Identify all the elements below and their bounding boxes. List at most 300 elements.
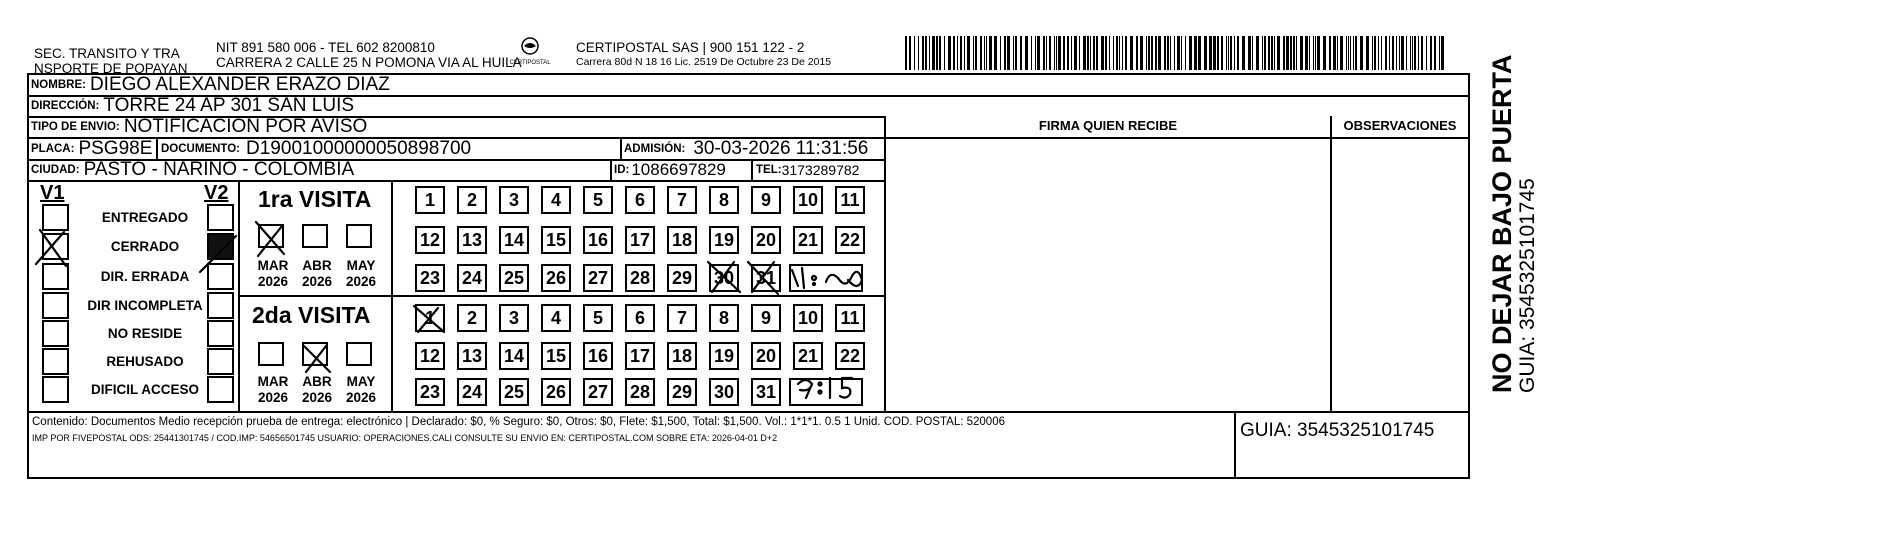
visit1-day-box[interactable]: 23 xyxy=(415,264,445,292)
barcode-bar xyxy=(1228,36,1229,70)
barcode-bar xyxy=(1209,36,1212,70)
visit2-day-box[interactable]: 30 xyxy=(709,378,739,406)
barcode-bar xyxy=(1035,36,1036,70)
barcode-bar xyxy=(1109,36,1110,70)
barcode-bar xyxy=(1421,36,1423,70)
barcode-bar xyxy=(1087,36,1089,70)
barcode-bar xyxy=(1262,36,1263,70)
visit1-month-checkbox[interactable] xyxy=(346,224,372,248)
v1-checkbox[interactable] xyxy=(42,292,69,319)
status-label: ENTREGADO xyxy=(101,210,189,225)
tipo-row xyxy=(31,117,367,137)
barcode-bar xyxy=(1290,36,1292,70)
footer-guia: GUIA: 3545325101745 xyxy=(1240,420,1435,441)
placa-value: PSG98E xyxy=(78,137,153,159)
visit2-day-box[interactable]: 17 xyxy=(625,342,655,370)
barcode-bar xyxy=(973,36,974,70)
barcode-bar xyxy=(989,36,992,70)
visit1-day-box[interactable]: 6 xyxy=(625,186,655,214)
barcode-bar xyxy=(1346,36,1347,70)
visit2-day-box[interactable]: 10 xyxy=(793,304,823,332)
barcode-bar xyxy=(1283,36,1285,70)
barcode-bar xyxy=(1406,36,1407,70)
visit2-day-box[interactable]: 13 xyxy=(457,342,487,370)
barcode-bar xyxy=(1355,36,1357,70)
month-name: ABR xyxy=(302,258,332,273)
v2-checkbox[interactable] xyxy=(207,292,234,319)
barcode-bar xyxy=(1389,36,1390,70)
barcode-bar xyxy=(967,36,970,70)
visit2-day-box[interactable]: 29 xyxy=(667,378,697,406)
barcode-bar xyxy=(1113,36,1114,70)
barcode-bar xyxy=(1305,36,1308,70)
visit1-day-box[interactable]: 27 xyxy=(583,264,613,292)
barcode-bar xyxy=(1439,36,1440,70)
barcode-bar xyxy=(1271,36,1273,70)
barcode-bar xyxy=(1090,36,1091,70)
barcode-bar xyxy=(1226,36,1227,70)
barcode-bar xyxy=(1313,36,1314,70)
barcode-bar xyxy=(1164,36,1166,70)
barcode-bar xyxy=(1418,36,1419,70)
v2-checkbox[interactable] xyxy=(207,263,234,290)
barcode-bar xyxy=(1434,36,1436,70)
barcode-bar xyxy=(1378,36,1379,70)
visit2-day-box[interactable]: 7 xyxy=(667,304,697,332)
visit1-day-box[interactable]: 13 xyxy=(457,226,487,254)
month-name: MAR xyxy=(257,258,289,273)
barcode-bar xyxy=(1049,36,1051,70)
visit1-day-box[interactable]: 7 xyxy=(667,186,697,214)
visit1-day-box[interactable]: 18 xyxy=(667,226,697,254)
status-label: DIFICIL ACCESO xyxy=(90,382,199,397)
placa-label: PLACA: xyxy=(31,142,75,155)
visit1-month-checkbox[interactable] xyxy=(302,224,328,248)
barcode-bar xyxy=(1146,36,1147,70)
visit2-month-label xyxy=(338,374,384,406)
barcode-bar xyxy=(914,36,915,70)
barcode-bar xyxy=(1004,36,1006,70)
visit2-day-box[interactable]: 9 xyxy=(751,304,781,332)
visit2-day-box[interactable]: 1 xyxy=(415,304,445,332)
barcode-bar xyxy=(960,36,962,70)
barcode-bar xyxy=(1056,36,1057,70)
visit1-day-box[interactable]: 4 xyxy=(541,186,571,214)
barcode-bar xyxy=(1396,36,1397,70)
barcode-bar xyxy=(1116,36,1118,70)
v1-header: V1 xyxy=(40,182,65,204)
barcode-bar xyxy=(1274,36,1275,70)
visit2-day-box[interactable]: 16 xyxy=(583,342,613,370)
barcode-bar xyxy=(1174,36,1175,70)
tel-row xyxy=(756,160,859,180)
visit2-day-box[interactable]: 22 xyxy=(835,342,865,370)
sender-line2: NSPORTE DE POPAYAN xyxy=(34,61,188,76)
side-warning xyxy=(1488,54,1539,393)
barcode-bar xyxy=(1122,36,1123,70)
sender-info xyxy=(216,40,522,70)
status-label: CERRADO xyxy=(110,239,180,254)
barcode-bar xyxy=(948,36,951,70)
visit2-day-box[interactable]: 12 xyxy=(415,342,445,370)
barcode-bar xyxy=(1329,36,1331,70)
barcode-bar xyxy=(1242,36,1245,70)
barcode-bar xyxy=(1020,36,1022,70)
barcode-bar xyxy=(1037,36,1040,70)
visit1-day-box[interactable]: 21 xyxy=(793,226,823,254)
id-row xyxy=(614,160,726,180)
barcode-bar xyxy=(957,36,958,70)
sender-address: CARRERA 2 CALLE 25 N POMONA VIA AL HUILA xyxy=(216,55,522,70)
barcode-bar xyxy=(1337,36,1338,70)
visit2-month-label xyxy=(294,374,340,406)
barcode-bar xyxy=(1234,36,1235,70)
footer-contenido: Contenido: Documentos Medio recepción prueba de entrega: electrónico | Declarado: $0, % Seguro: $0, Otros: $0, Flete: $1,500, Total: $1,500. Vol.: 1*1*1. 0.5 1 Unid. COD. POSTAL: 520006 xyxy=(32,416,1005,428)
visit1-time-box[interactable] xyxy=(789,264,863,292)
ciudad-value: PASTO - NARINO - COLOMBIA xyxy=(83,159,355,180)
barcode-bar xyxy=(1000,36,1001,70)
visit1-day-box[interactable]: 19 xyxy=(709,226,739,254)
barcode-bar xyxy=(1054,36,1055,70)
barcode-bar xyxy=(1025,36,1028,70)
barcode-bar xyxy=(1096,36,1098,70)
sender-nit: NIT 891 580 006 - TEL 602 8200810 xyxy=(216,40,435,55)
visit1-day-box[interactable]: 5 xyxy=(583,186,613,214)
observaciones-header: OBSERVACIONES xyxy=(1343,118,1457,133)
visit1-month-label xyxy=(250,258,296,290)
month-year: 2026 xyxy=(345,274,377,289)
barcode-bar xyxy=(1317,36,1320,70)
v1-checkbox[interactable] xyxy=(42,204,69,231)
visit1-day-box[interactable]: 31 xyxy=(751,264,781,292)
visit1-month-checkbox[interactable] xyxy=(258,224,284,248)
barcode-bar xyxy=(936,36,938,70)
barcode-bar xyxy=(1414,36,1416,70)
direccion-value: TORRE 24 AP 301 SAN LUIS xyxy=(103,95,355,116)
visit2-day-box[interactable]: 21 xyxy=(793,342,823,370)
visit2-day-box[interactable]: 2 xyxy=(457,304,487,332)
visit2-day-box[interactable]: 6 xyxy=(625,304,655,332)
barcode-bar xyxy=(932,36,935,70)
barcode-bar xyxy=(1079,36,1080,70)
barcode-bar xyxy=(1300,36,1303,70)
tipo-value: NOTIFICACION POR AVISO xyxy=(123,116,368,137)
barcode-bar xyxy=(1366,36,1369,70)
visit2-day-box[interactable]: 28 xyxy=(625,378,655,406)
barcode-bar xyxy=(1119,36,1120,70)
visit2-month-label xyxy=(250,374,296,406)
barcode-bar xyxy=(1392,36,1394,70)
barcode-bar xyxy=(953,36,955,70)
visit2-day-box[interactable]: 19 xyxy=(709,342,739,370)
tel-label: TEL: xyxy=(756,164,782,176)
barcode-bar xyxy=(1372,36,1373,70)
admision-row xyxy=(624,138,868,159)
barcode-bar xyxy=(994,36,997,70)
barcode-bar xyxy=(1043,36,1045,70)
visit1-day-box[interactable]: 11 xyxy=(835,186,865,214)
visit2-day-box[interactable]: 26 xyxy=(541,378,571,406)
ciudad-row xyxy=(31,160,354,180)
visit2-title: 2da VISITA xyxy=(252,302,371,328)
barcode-bar xyxy=(1046,36,1047,70)
barcode-bar xyxy=(1252,36,1253,70)
month-year: 2026 xyxy=(301,274,333,289)
barcode-bar xyxy=(1315,36,1316,70)
barcode-bar xyxy=(1340,36,1343,70)
barcode-bar xyxy=(1058,36,1061,70)
barcode-bar xyxy=(1007,36,1010,70)
visit2-month-checkbox[interactable] xyxy=(302,342,328,366)
barcode-bar xyxy=(1204,36,1207,70)
barcode-bar xyxy=(1213,36,1216,70)
barcode-bar xyxy=(1248,36,1251,70)
barcode-bar xyxy=(1350,36,1351,70)
documento-row xyxy=(161,138,471,159)
visit2-day-box[interactable]: 27 xyxy=(583,378,613,406)
v1-checkbox[interactable] xyxy=(42,263,69,290)
barcode-bar xyxy=(1426,36,1427,70)
ciudad-label: CIUDAD: xyxy=(31,164,80,176)
barcode-bar xyxy=(1194,36,1197,70)
visit2-day-box[interactable]: 23 xyxy=(415,378,445,406)
month-name: MAY xyxy=(346,258,376,273)
visit1-day-box[interactable]: 25 xyxy=(499,264,529,292)
barcode-bar xyxy=(1237,36,1239,70)
nombre-row xyxy=(31,75,390,95)
barcode-bar xyxy=(1148,36,1150,70)
visit2-day-box[interactable]: 4 xyxy=(541,304,571,332)
barcode-bar xyxy=(1286,36,1289,70)
visit1-day-box[interactable]: 20 xyxy=(751,226,781,254)
id-label: ID: xyxy=(614,164,630,176)
barcode-bar xyxy=(1401,36,1404,70)
barcode-bar xyxy=(1170,36,1171,70)
barcode-bar xyxy=(1140,36,1143,70)
barcode-bar xyxy=(1167,36,1169,70)
admision-value: 30-03-2026 11:31:56 xyxy=(693,137,869,159)
month-name: MAY xyxy=(346,374,376,389)
visit2-day-box[interactable]: 24 xyxy=(457,378,487,406)
barcode-bar xyxy=(1323,36,1326,70)
nombre-label: NOMBRE: xyxy=(31,79,86,91)
carrier-info xyxy=(576,40,831,70)
status-label: DIR INCOMPLETA xyxy=(87,298,203,313)
barcode-bar xyxy=(1293,36,1295,70)
firma-header: FIRMA QUIEN RECIBE xyxy=(1038,118,1178,133)
visit2-day-box[interactable]: 3 xyxy=(499,304,529,332)
visit1-day-box[interactable]: 29 xyxy=(667,264,697,292)
barcode-bar xyxy=(1441,36,1444,70)
visit2-day-box[interactable]: 5 xyxy=(583,304,613,332)
month-year: 2026 xyxy=(345,390,377,405)
v2-checkbox[interactable] xyxy=(207,204,234,231)
carrier-logo-text: CERTIPOSTAL xyxy=(509,60,551,66)
barcode-bar xyxy=(1125,36,1127,70)
barcode xyxy=(905,36,1450,70)
barcode-bar xyxy=(1071,36,1072,70)
visit2-day-box[interactable]: 8 xyxy=(709,304,739,332)
barcode-bar xyxy=(1348,36,1349,70)
barcode-bar xyxy=(1412,36,1413,70)
v1-checkbox[interactable] xyxy=(42,233,69,260)
visit1-title: 1ra VISITA xyxy=(258,186,372,212)
visit2-day-box[interactable]: 20 xyxy=(751,342,781,370)
barcode-bar xyxy=(1181,36,1182,70)
visit2-month-checkbox[interactable] xyxy=(346,342,372,366)
barcode-bar xyxy=(925,36,927,70)
id-value: 1086697829 xyxy=(631,160,726,179)
barcode-bar xyxy=(1353,36,1354,70)
barcode-bar xyxy=(1230,36,1232,70)
visit2-day-box[interactable]: 11 xyxy=(835,304,865,332)
barcode-bar xyxy=(980,36,982,70)
barcode-bar xyxy=(1101,36,1104,70)
barcode-bar xyxy=(944,36,945,70)
barcode-bar xyxy=(1083,36,1086,70)
month-name: MAR xyxy=(257,374,289,389)
barcode-bar xyxy=(1430,36,1432,70)
visit1-month-label xyxy=(338,258,384,290)
visit1-day-box[interactable]: 24 xyxy=(457,264,487,292)
month-year: 2026 xyxy=(257,390,289,405)
month-name: ABR xyxy=(302,374,332,389)
barcode-bar xyxy=(1155,36,1157,70)
barcode-bar xyxy=(1264,36,1266,70)
barcode-bar xyxy=(1296,36,1297,70)
tel-value: 3173289782 xyxy=(781,162,860,178)
visit1-month-label xyxy=(294,258,340,290)
barcode-bar xyxy=(1093,36,1095,70)
barcode-bar xyxy=(1015,36,1017,70)
visit2-day-box[interactable]: 15 xyxy=(541,342,571,370)
barcode-bar xyxy=(1158,36,1161,70)
visit2-day-box[interactable]: 14 xyxy=(499,342,529,370)
barcode-bar xyxy=(1410,36,1411,70)
carrier-line2: Carrera 80d N 18 16 Lic. 2519 De Octubre 23 De 2015 xyxy=(576,56,832,68)
barcode-bar xyxy=(1185,36,1186,70)
direccion-row xyxy=(31,96,354,116)
barcode-bar xyxy=(1067,36,1069,70)
barcode-bar xyxy=(1013,36,1014,70)
visit1-day-box[interactable]: 16 xyxy=(583,226,613,254)
barcode-bar xyxy=(929,36,930,70)
visit1-day-box[interactable]: 17 xyxy=(625,226,655,254)
nombre-value: DIEGO ALEXANDER ERAZO DIAZ xyxy=(89,74,390,95)
barcode-bar xyxy=(1221,36,1223,70)
barcode-bar xyxy=(1277,36,1280,70)
sender-line1: SEC. TRANSITO Y TRA xyxy=(34,46,180,61)
barcode-bar xyxy=(1031,36,1032,70)
barcode-bar xyxy=(1105,36,1107,70)
visit2-month-checkbox[interactable] xyxy=(258,342,284,366)
visit1-day-box[interactable]: 10 xyxy=(793,186,823,214)
v2-header: V2 xyxy=(204,182,229,204)
visit1-day-box[interactable]: 30 xyxy=(709,264,739,292)
visit1-day-box[interactable]: 9 xyxy=(751,186,781,214)
visit1-day-box[interactable]: 26 xyxy=(541,264,571,292)
v1-checkbox[interactable] xyxy=(42,348,69,375)
visit1-day-box[interactable]: 12 xyxy=(415,226,445,254)
barcode-bar xyxy=(1151,36,1153,70)
barcode-bar xyxy=(922,36,924,70)
admision-label: ADMISIÓN: xyxy=(624,142,686,155)
v2-checkbox[interactable] xyxy=(207,233,234,260)
documento-label: DOCUMENTO: xyxy=(161,142,241,155)
barcode-bar xyxy=(918,36,919,70)
barcode-bar xyxy=(939,36,941,70)
status-label: REHUSADO xyxy=(106,354,184,369)
barcode-bar xyxy=(1268,36,1270,70)
visit2-day-box[interactable]: 31 xyxy=(751,378,781,406)
barcode-bar xyxy=(975,36,977,70)
status-label: DIR. ERRADA xyxy=(100,269,190,284)
v1-checkbox[interactable] xyxy=(42,376,69,403)
barcode-bar xyxy=(1177,36,1180,70)
barcode-bar xyxy=(1189,36,1192,70)
placa-row xyxy=(31,138,152,159)
v2-checkbox[interactable] xyxy=(207,320,234,347)
barcode-bar xyxy=(984,36,985,70)
v2-checkbox[interactable] xyxy=(207,376,234,403)
barcode-bar xyxy=(986,36,987,70)
barcode-bar xyxy=(909,36,911,70)
documento-value: D19001000000050898700 xyxy=(246,137,472,159)
carrier-logo xyxy=(508,36,552,66)
side-line2: GUIA: 3545325101745 xyxy=(1516,178,1539,393)
visit1-day-box[interactable]: 2 xyxy=(457,186,487,214)
visit1-day-box[interactable]: 28 xyxy=(625,264,655,292)
footer-imp: IMP POR FIVEPOSTAL ODS: 25441301745 / COD.IMP: 54656501745 USUARIO: OPERACIONES.CALI CONSULTE SU ENVIO EN: CERTIPOSTAL.COM SOBRE ETA: 2026-04-01 D+2 xyxy=(32,433,778,443)
direccion-label: DIRECCIÓN: xyxy=(31,100,100,112)
visit1-day-box[interactable]: 22 xyxy=(835,226,865,254)
barcode-bar xyxy=(1063,36,1065,70)
sender-name xyxy=(34,46,188,76)
visit1-day-box[interactable]: 3 xyxy=(499,186,529,214)
barcode-bar xyxy=(1374,36,1376,70)
visit2-day-box[interactable]: 18 xyxy=(667,342,697,370)
barcode-bar xyxy=(1136,36,1138,70)
visit2-day-box[interactable]: 25 xyxy=(499,378,529,406)
barcode-bar xyxy=(1256,36,1259,70)
barcode-bar xyxy=(1309,36,1310,70)
tipo-label: TIPO DE ENVIO: xyxy=(31,121,120,133)
barcode-bar xyxy=(1130,36,1133,70)
month-year: 2026 xyxy=(257,274,289,289)
visit1-day-box[interactable]: 15 xyxy=(541,226,571,254)
barcode-bar xyxy=(1333,36,1336,70)
barcode-bar xyxy=(1360,36,1363,70)
barcode-bar xyxy=(1217,36,1219,70)
visit1-day-box[interactable]: 14 xyxy=(499,226,529,254)
v2-checkbox[interactable] xyxy=(207,348,234,375)
visit1-day-box[interactable]: 1 xyxy=(415,186,445,214)
status-label: NO RESIDE xyxy=(107,326,183,341)
carrier-line1: CERTIPOSTAL SAS | 900 151 122 - 2 xyxy=(576,40,805,55)
barcode-bar xyxy=(1074,36,1077,70)
visit2-time-box[interactable] xyxy=(789,378,863,406)
barcode-bar xyxy=(1198,36,1201,70)
month-year: 2026 xyxy=(301,390,333,405)
barcode-bar xyxy=(1385,36,1387,70)
barcode-bar xyxy=(1399,36,1400,70)
barcode-bar xyxy=(1381,36,1382,70)
barcode-bar xyxy=(964,36,965,70)
side-line1: NO DEJAR BAJO PUERTA xyxy=(1487,54,1517,393)
v1-checkbox[interactable] xyxy=(42,320,69,347)
visit1-day-box[interactable]: 8 xyxy=(709,186,739,214)
barcode-bar xyxy=(905,36,907,70)
